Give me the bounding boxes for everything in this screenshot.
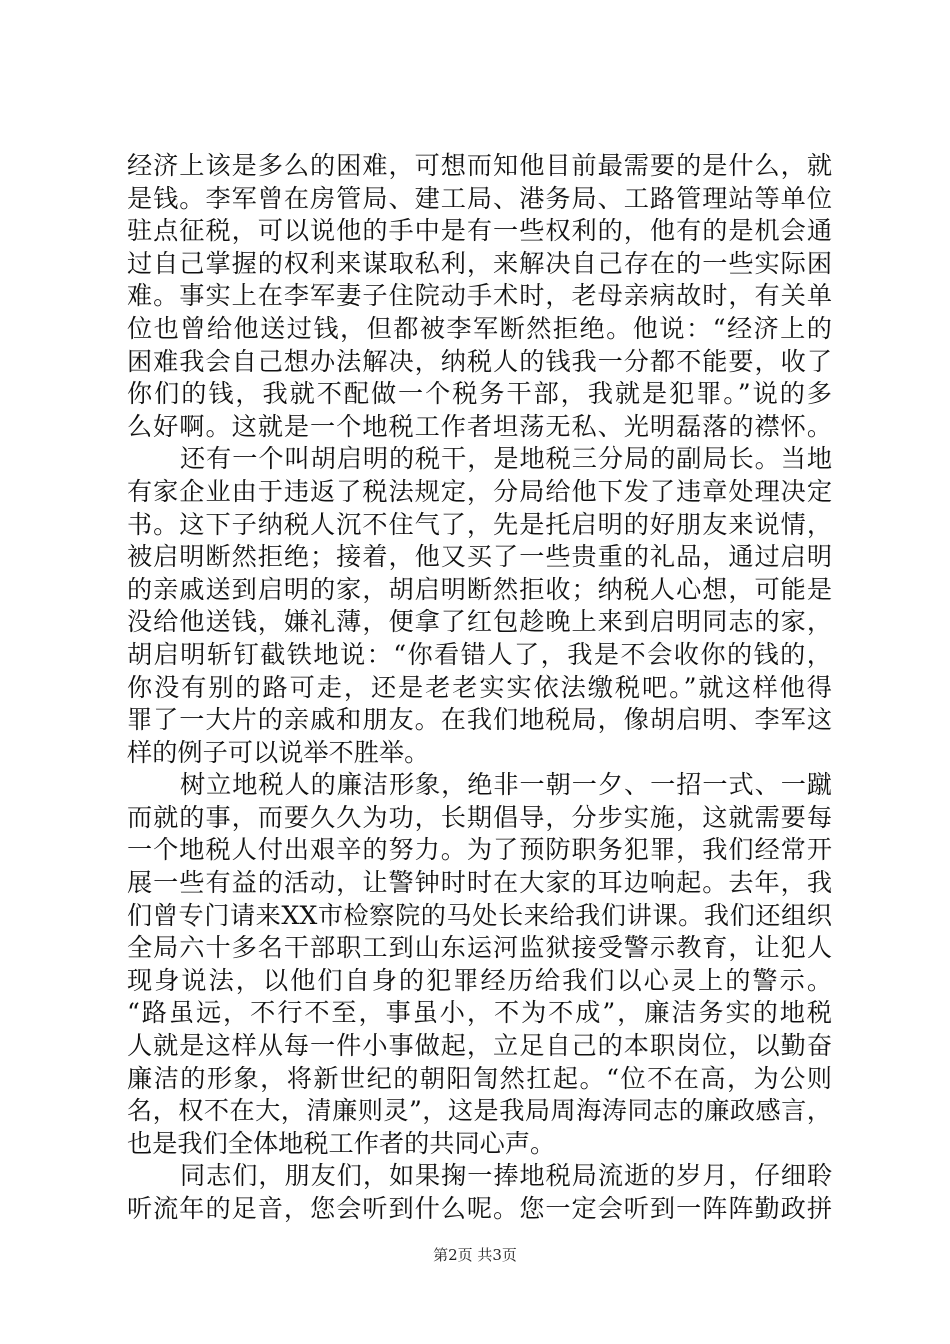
text-line: 一个地税人付出艰辛的努力。为了预防职务犯罪，我们经常开 (127, 835, 832, 865)
text-line: 也是我们全体地税工作者的共同心声。 (127, 1128, 556, 1158)
text-line: “路虽远，不行不至，事虽小，不为不成”，廉洁务实的地税 (127, 998, 832, 1028)
text-line: 难。事实上在李军妻子住院动手术时，老母亲病故时，有关单 (127, 281, 832, 311)
text-line: 听流年的足音，您会听到什么呢。您一定会听到一阵阵勤政拼 (127, 1194, 832, 1223)
text-line: 是钱。李军曾在房管局、建工局、港务局、工路管理站等单位 (127, 183, 832, 213)
text-line: 廉洁的形象，将新世纪的朝阳訇然扛起。“位不在高，为公则 (127, 1063, 832, 1093)
text-line: 展一些有益的活动，让警钟时时在大家的耳边响起。去年，我 (127, 868, 832, 898)
text-line: 有家企业由于违返了税法规定，分局给他下发了违章处理决定 (127, 476, 832, 506)
text-line: 罪了一大片的亲戚和朋友。在我们地税局，像胡启明、李军这 (127, 705, 832, 735)
text-line: 过自己掌握的权利来谋取私利，来解决自己存在的一些实际困 (127, 248, 832, 278)
text-line: 全局六十多名干部职工到山东运河监狱接受警示教育，让犯人 (127, 933, 832, 963)
text-line: 现身说法，以他们自身的犯罪经历给我们以心灵上的警示。 (127, 965, 832, 995)
text-line: 你没有别的路可走，还是老老实实依法缴税吧。”就这样他得 (127, 672, 832, 702)
text-line: 你们的钱，我就不配做一个税务干部，我就是犯罪。”说的多 (127, 379, 832, 409)
text-line: 胡启明斩钉截铁地说：“你看错人了，我是不会收你的钱的， (127, 639, 832, 669)
text-line: 人就是这样从每一件小事做起，立足自己的本职岗位，以勤奋 (127, 1031, 832, 1061)
text-line: 名，权不在大，清廉则灵”，这是我局周海涛同志的廉政感言， (127, 1096, 832, 1126)
text-line: 的亲戚送到启明的家，胡启明断然拒收；纳税人心想，可能是 (127, 574, 832, 604)
page-footer: 第2页 共3页 (433, 1246, 517, 1264)
text-line: 样的例子可以说举不胜举。 (127, 737, 430, 767)
document-body (127, 150, 832, 1226)
text-line: 树立地税人的廉洁形象，绝非一朝一夕、一招一式、一蹴 (180, 770, 832, 800)
text-line: 被启明断然拒绝；接着，他又买了一些贵重的礼品，通过启明 (127, 542, 832, 572)
text-line: 而就的事，而要久久为功，长期倡导，分步实施，这就需要每 (127, 802, 832, 832)
text-line: 同志们，朋友们，如果掬一捧地税局流逝的岁月，仔细聆 (180, 1161, 832, 1191)
text-line: 位也曾给他送过钱，但都被李军断然拒绝。他说：“经济上的 (127, 313, 832, 343)
text-line: 们曾专门请来XX市检察院的马处长来给我们讲课。我们还组织 (127, 900, 832, 930)
text-line: 驻点征税，可以说他的手中是有一些权利的，他有的是机会通 (127, 216, 832, 246)
text-line: 困难我会自己想办法解决，纳税人的钱我一分都不能要，收了 (127, 346, 832, 376)
text-line: 经济上该是多么的困难，可想而知他目前最需要的是什么，就 (127, 151, 832, 180)
text-line: 书。这下子纳税人沉不住气了，先是托启明的好朋友来说情， (127, 509, 832, 539)
text-line: 没给他送钱，嫌礼薄，便拿了红包趁晚上来到启明同志的家， (127, 607, 832, 637)
text-line: 么好啊。这就是一个地税工作者坦荡无私、光明磊落的襟怀。 (127, 411, 832, 441)
text-line: 还有一个叫胡启明的税干，是地税三分局的副局长。当地 (180, 444, 832, 474)
